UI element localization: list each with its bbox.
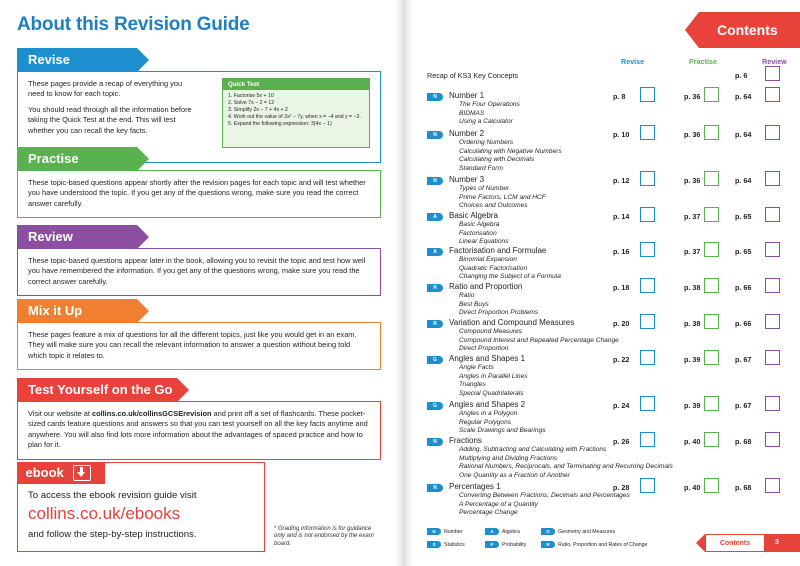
subtopic: Adding, Subtracting and Calculating with Fractions bbox=[459, 446, 607, 453]
revise-checkbox[interactable] bbox=[640, 125, 655, 140]
ebook-link[interactable]: collins.co.uk/ebooks bbox=[28, 504, 181, 523]
subtopic: Direct Proportion Problems bbox=[459, 309, 539, 316]
review-section bbox=[17, 225, 381, 296]
subtopic: Multiplying and Dividing Fractions bbox=[459, 454, 558, 462]
review-checkbox[interactable] bbox=[765, 207, 780, 222]
review-para: These topic-based questions appear later in the book, allowing you to revisit the topic and test how well you have remembered the information. If you get any of the questions wrong, make sure you read the correct answer carefully. bbox=[28, 256, 366, 286]
topic-subtopics bbox=[459, 292, 538, 318]
subtopic: Linear Equations bbox=[459, 238, 509, 245]
topic-title[interactable]: Factorisation and Formulae bbox=[449, 246, 547, 255]
topic-subtopics bbox=[459, 328, 619, 354]
legend-label: Algebra bbox=[502, 528, 520, 535]
practise-checkbox[interactable] bbox=[704, 171, 719, 186]
topic-badge: N bbox=[427, 438, 443, 446]
legend-item bbox=[427, 541, 465, 548]
topic-subtopics bbox=[459, 256, 561, 282]
legend-badge: N bbox=[427, 528, 441, 535]
column-header-practise: Practise bbox=[689, 57, 717, 66]
topic-row bbox=[413, 91, 800, 131]
review-checkbox[interactable] bbox=[765, 87, 780, 102]
download-icon bbox=[73, 465, 91, 481]
topic-subtopics bbox=[459, 446, 673, 480]
ebook-heading bbox=[17, 462, 105, 484]
subtopic: Quadratic Factorisation bbox=[459, 264, 528, 272]
revise-page: p. 20 bbox=[613, 319, 630, 328]
subtopic: Changing the Subject of a Formula bbox=[459, 273, 561, 280]
contents-page bbox=[413, 0, 800, 566]
legend-item bbox=[541, 541, 647, 548]
legend-badge: R bbox=[541, 541, 555, 548]
topic-title[interactable]: Variation and Compound Measures bbox=[449, 318, 575, 327]
review-page: p. 68 bbox=[735, 483, 752, 492]
revise-heading: Revise bbox=[17, 48, 137, 72]
practise-checkbox[interactable] bbox=[704, 87, 719, 102]
topic-badge: N bbox=[427, 177, 443, 185]
quick-test-box bbox=[222, 78, 370, 148]
revise-section bbox=[17, 48, 381, 163]
topic-title[interactable]: Fractions bbox=[449, 436, 482, 445]
subtopic: Angle Facts bbox=[459, 364, 494, 371]
revise-page: p. 12 bbox=[613, 176, 630, 185]
topic-badge: A bbox=[427, 213, 443, 221]
quick-test-item: 4. Work out the value of 2x² − 7y, when x = −4 and y = −3. bbox=[228, 114, 361, 120]
revise-checkbox[interactable] bbox=[640, 314, 655, 329]
subtopic: Triangles bbox=[459, 381, 486, 388]
topic-badge: R bbox=[427, 320, 443, 328]
practise-page: p. 36 bbox=[684, 92, 701, 101]
revise-para-1: These pages provide a recap of everything you need to know for each topic. bbox=[28, 79, 183, 99]
subtopic: Converting Between Fractions, Decimals and Percentages bbox=[459, 492, 630, 499]
practise-page: p. 37 bbox=[684, 247, 701, 256]
topic-subtopics bbox=[459, 101, 520, 127]
practise-section bbox=[17, 147, 381, 218]
topic-badge: N bbox=[427, 131, 443, 139]
topic-title[interactable]: Angles and Shapes 2 bbox=[449, 400, 526, 409]
review-checkbox[interactable] bbox=[765, 242, 780, 257]
revise-checkbox[interactable] bbox=[640, 171, 655, 186]
revise-checkbox[interactable] bbox=[640, 478, 655, 493]
revise-checkbox[interactable] bbox=[640, 87, 655, 102]
column-header-revise: Revise bbox=[621, 57, 645, 66]
mix-it-up-body bbox=[17, 322, 381, 370]
review-checkbox[interactable] bbox=[765, 278, 780, 293]
topic-title[interactable]: Number 2 bbox=[449, 129, 485, 138]
review-body bbox=[17, 248, 381, 296]
subtopic: Rational Numbers, Reciprocals, and Terminating and Recurring Decimals bbox=[459, 463, 673, 470]
review-checkbox[interactable] bbox=[765, 432, 780, 447]
topic-subtopics bbox=[459, 221, 509, 247]
topic-subtopics bbox=[459, 139, 562, 173]
test-yourself-heading: Test Yourself on the Go bbox=[17, 378, 177, 402]
legend-badge: S bbox=[427, 541, 441, 548]
subtopic: Binomial Expansion bbox=[459, 256, 517, 263]
subtopic: Compound Measures bbox=[459, 328, 523, 335]
subtopic: Ordering Numbers bbox=[459, 139, 514, 146]
ebook-line-1: To access the ebook revision guide visit bbox=[28, 490, 197, 501]
revise-checkbox[interactable] bbox=[640, 242, 655, 257]
revise-checkbox[interactable] bbox=[640, 396, 655, 411]
practise-checkbox[interactable] bbox=[704, 478, 719, 493]
practise-page: p. 39 bbox=[684, 401, 701, 410]
review-page: p. 67 bbox=[735, 401, 752, 410]
revise-page: p. 18 bbox=[613, 283, 630, 292]
subtopic: Factorisation bbox=[459, 229, 497, 237]
revise-page: p. 16 bbox=[613, 247, 630, 256]
review-page: p. 66 bbox=[735, 319, 752, 328]
subtopic: Types of Number bbox=[459, 185, 510, 192]
legend-item bbox=[427, 528, 462, 535]
subtopic: Prime Factors, LCM and HCF bbox=[459, 193, 546, 201]
subtopic: Best Buys bbox=[459, 300, 489, 308]
subtopic: Scale Drawings and Bearings bbox=[459, 427, 546, 434]
quick-test-item: 5. Expand the following expression: 3(4x − 1) bbox=[228, 121, 332, 127]
legend-label: Number bbox=[444, 528, 463, 535]
quick-test-item: 2. Solve 7x − 2 = 12 bbox=[228, 100, 275, 106]
practise-checkbox[interactable] bbox=[704, 125, 719, 140]
subtopic: Regular Polygons bbox=[459, 418, 512, 426]
practise-page: p. 40 bbox=[684, 437, 701, 446]
review-heading: Review bbox=[17, 225, 137, 249]
legend-badge: P bbox=[485, 541, 499, 548]
practise-heading: Practise bbox=[17, 147, 137, 171]
topic-row bbox=[413, 318, 800, 358]
subtopic: The Four Operations bbox=[459, 101, 520, 108]
practise-checkbox[interactable] bbox=[704, 350, 719, 365]
review-page: p. 68 bbox=[735, 437, 752, 446]
column-header-review: Review bbox=[762, 57, 787, 66]
topic-subtopics bbox=[459, 364, 528, 398]
topic-row bbox=[413, 482, 800, 522]
topic-badge: R bbox=[427, 284, 443, 292]
recap-review-checkbox[interactable] bbox=[765, 66, 780, 81]
practise-checkbox[interactable] bbox=[704, 207, 719, 222]
subtopic: Angles in Parallel Lines bbox=[459, 372, 528, 380]
revise-page: p. 14 bbox=[613, 212, 630, 221]
subtopic: Choices and Outcomes bbox=[459, 202, 528, 209]
practise-body bbox=[17, 170, 381, 218]
practise-page: p. 37 bbox=[684, 212, 701, 221]
legend-item bbox=[485, 541, 526, 548]
subtopic: Percentage Change bbox=[459, 509, 518, 516]
contents-tab: Contents bbox=[699, 12, 800, 48]
revise-page: p. 28 bbox=[613, 483, 630, 492]
subtopic: Angles in a Polygon bbox=[459, 410, 518, 417]
practise-checkbox[interactable] bbox=[704, 242, 719, 257]
topic-subtopics bbox=[459, 410, 546, 436]
ebook-heading-label: ebook bbox=[25, 464, 64, 480]
review-checkbox[interactable] bbox=[765, 171, 780, 186]
practise-checkbox[interactable] bbox=[704, 432, 719, 447]
left-page bbox=[0, 0, 395, 566]
subtopic: Basic Algebra bbox=[459, 221, 500, 228]
review-checkbox[interactable] bbox=[765, 125, 780, 140]
quick-test-item: 3. Simplify 2x − 7 + 4x + 2 bbox=[228, 107, 288, 113]
footer-label: Contents bbox=[705, 534, 765, 552]
quick-test-item: 1. Factorise 5x + 10 bbox=[228, 93, 274, 99]
legend-label: Statistics bbox=[444, 541, 465, 548]
topic-row bbox=[413, 175, 800, 215]
revise-page: p. 24 bbox=[613, 401, 630, 410]
grading-note: * Grading information is for guidance only and is not endorsed by the exam board. bbox=[274, 526, 374, 547]
review-page: p. 66 bbox=[735, 283, 752, 292]
review-checkbox[interactable] bbox=[765, 478, 780, 493]
book-gutter bbox=[395, 0, 413, 566]
practise-page: p. 36 bbox=[684, 176, 701, 185]
practise-page: p. 40 bbox=[684, 483, 701, 492]
review-checkbox[interactable] bbox=[765, 350, 780, 365]
topic-row bbox=[413, 282, 800, 322]
revise-para-2: You should read through all the information before taking the Quick Test at the end. This will test whether you can recall the key facts. bbox=[28, 104, 192, 135]
topic-subtopics bbox=[459, 185, 546, 211]
test-yourself-body bbox=[17, 401, 381, 460]
subtopic: Compound Interest and Repeated Percentage Change bbox=[459, 336, 619, 344]
review-page: p. 64 bbox=[735, 130, 752, 139]
practise-checkbox[interactable] bbox=[704, 278, 719, 293]
topic-badge: N bbox=[427, 93, 443, 101]
review-page: p. 64 bbox=[735, 92, 752, 101]
legend-item bbox=[485, 528, 520, 535]
ebook-box bbox=[17, 462, 265, 552]
practise-page: p. 36 bbox=[684, 130, 701, 139]
revise-checkbox[interactable] bbox=[640, 207, 655, 222]
test-yourself-text-a: Visit our website at bbox=[28, 409, 92, 418]
practise-checkbox[interactable] bbox=[704, 314, 719, 329]
practise-page: p. 38 bbox=[684, 283, 701, 292]
revise-page: p. 22 bbox=[613, 355, 630, 364]
topic-badge: A bbox=[427, 248, 443, 256]
revise-checkbox[interactable] bbox=[640, 278, 655, 293]
topic-row bbox=[413, 436, 800, 479]
test-yourself-text-b: and print off a set of flashcards. These pocket-sized cards feature questions and answers so that you can test yourself on all the key facts anytime and anywhere. You will also find lots more information about the advantages of spaced practice and how to plan for it. bbox=[28, 409, 368, 450]
subtopic: A Percentage of a Quantity bbox=[459, 500, 538, 508]
topic-badge: G bbox=[427, 402, 443, 410]
practise-page: p. 39 bbox=[684, 355, 701, 364]
topic-title[interactable]: Basic Algebra bbox=[449, 211, 498, 220]
quick-test-heading: Quick Test bbox=[223, 79, 369, 90]
subtopic: Standard Form bbox=[459, 164, 503, 172]
practise-page: p. 38 bbox=[684, 319, 701, 328]
topic-row bbox=[413, 354, 800, 397]
subtopic: Calculating with Negative Numbers bbox=[459, 147, 562, 155]
recap-title: Recap of KS3 Key Concepts bbox=[427, 71, 519, 80]
subtopic: One Quantity as a Fraction of Another bbox=[459, 471, 570, 479]
review-page: p. 65 bbox=[735, 212, 752, 221]
mix-it-up-heading: Mix it Up bbox=[17, 299, 137, 323]
subtopic: BIDMAS bbox=[459, 109, 485, 117]
topic-title[interactable]: Ratio and Proportion bbox=[449, 282, 523, 291]
ebook-line-3: and follow the step-by-step instructions. bbox=[28, 529, 197, 540]
recap-page: p. 6 bbox=[735, 71, 748, 80]
review-page: p. 67 bbox=[735, 355, 752, 364]
subtopic: Calculating with Decimals bbox=[459, 156, 535, 163]
legend-badge: A bbox=[485, 528, 499, 535]
revise-checkbox[interactable] bbox=[640, 432, 655, 447]
revise-page: p. 26 bbox=[613, 437, 630, 446]
subtopic: Direct Proportion bbox=[459, 345, 509, 352]
revise-page: p. 10 bbox=[613, 130, 630, 139]
topic-row bbox=[413, 129, 800, 172]
topic-row bbox=[413, 246, 800, 286]
footer-tab bbox=[705, 534, 800, 552]
mix-it-up-para: These pages feature a mix of questions for all the different topics, just like you would get in an exam. They will make sure you can recall the relevant information to answer a question without being told which topic it relates to. bbox=[28, 330, 357, 360]
topic-title[interactable]: Angles and Shapes 1 bbox=[449, 354, 526, 363]
review-page: p. 65 bbox=[735, 247, 752, 256]
mix-it-up-section bbox=[17, 299, 381, 370]
topic-subtopics bbox=[459, 492, 630, 518]
topic-row bbox=[413, 211, 800, 251]
subtopic: Special Quadrilaterals bbox=[459, 389, 524, 397]
review-page: p. 64 bbox=[735, 176, 752, 185]
test-yourself-section bbox=[17, 378, 381, 460]
practise-para: These topic-based questions appear shortly after the revision pages for each topic and will test whether you have understood the topic. If you get any of the questions wrong, make sure you read the correct answer carefully. bbox=[28, 178, 366, 208]
subtopic: Using a Calculator bbox=[459, 118, 513, 125]
practise-checkbox[interactable] bbox=[704, 396, 719, 411]
legend-badge: G bbox=[541, 528, 555, 535]
legend-label: Geometry and Measures bbox=[558, 528, 616, 535]
legend-label: Ratio, Proportion and Rates of Change bbox=[558, 541, 648, 548]
test-yourself-para bbox=[28, 409, 370, 451]
legend-item bbox=[541, 528, 615, 535]
topic-title[interactable]: Percentages 1 bbox=[449, 482, 501, 491]
review-checkbox[interactable] bbox=[765, 396, 780, 411]
topic-badge: G bbox=[427, 356, 443, 364]
revise-page: p. 8 bbox=[613, 92, 626, 101]
revise-checkbox[interactable] bbox=[640, 350, 655, 365]
topic-title[interactable]: Number 1 bbox=[449, 91, 485, 100]
topic-badge: N bbox=[427, 484, 443, 492]
subtopic: Ratio bbox=[459, 292, 475, 299]
page-number: 3 bbox=[775, 539, 779, 546]
page-title: About this Revision Guide bbox=[17, 14, 250, 35]
topic-row bbox=[413, 400, 800, 440]
collins-revision-link[interactable]: collins.co.uk/collinsGCSErevision bbox=[91, 409, 212, 418]
topic-title[interactable]: Number 3 bbox=[449, 175, 485, 184]
legend-label: Probability bbox=[502, 541, 527, 548]
review-checkbox[interactable] bbox=[765, 314, 780, 329]
